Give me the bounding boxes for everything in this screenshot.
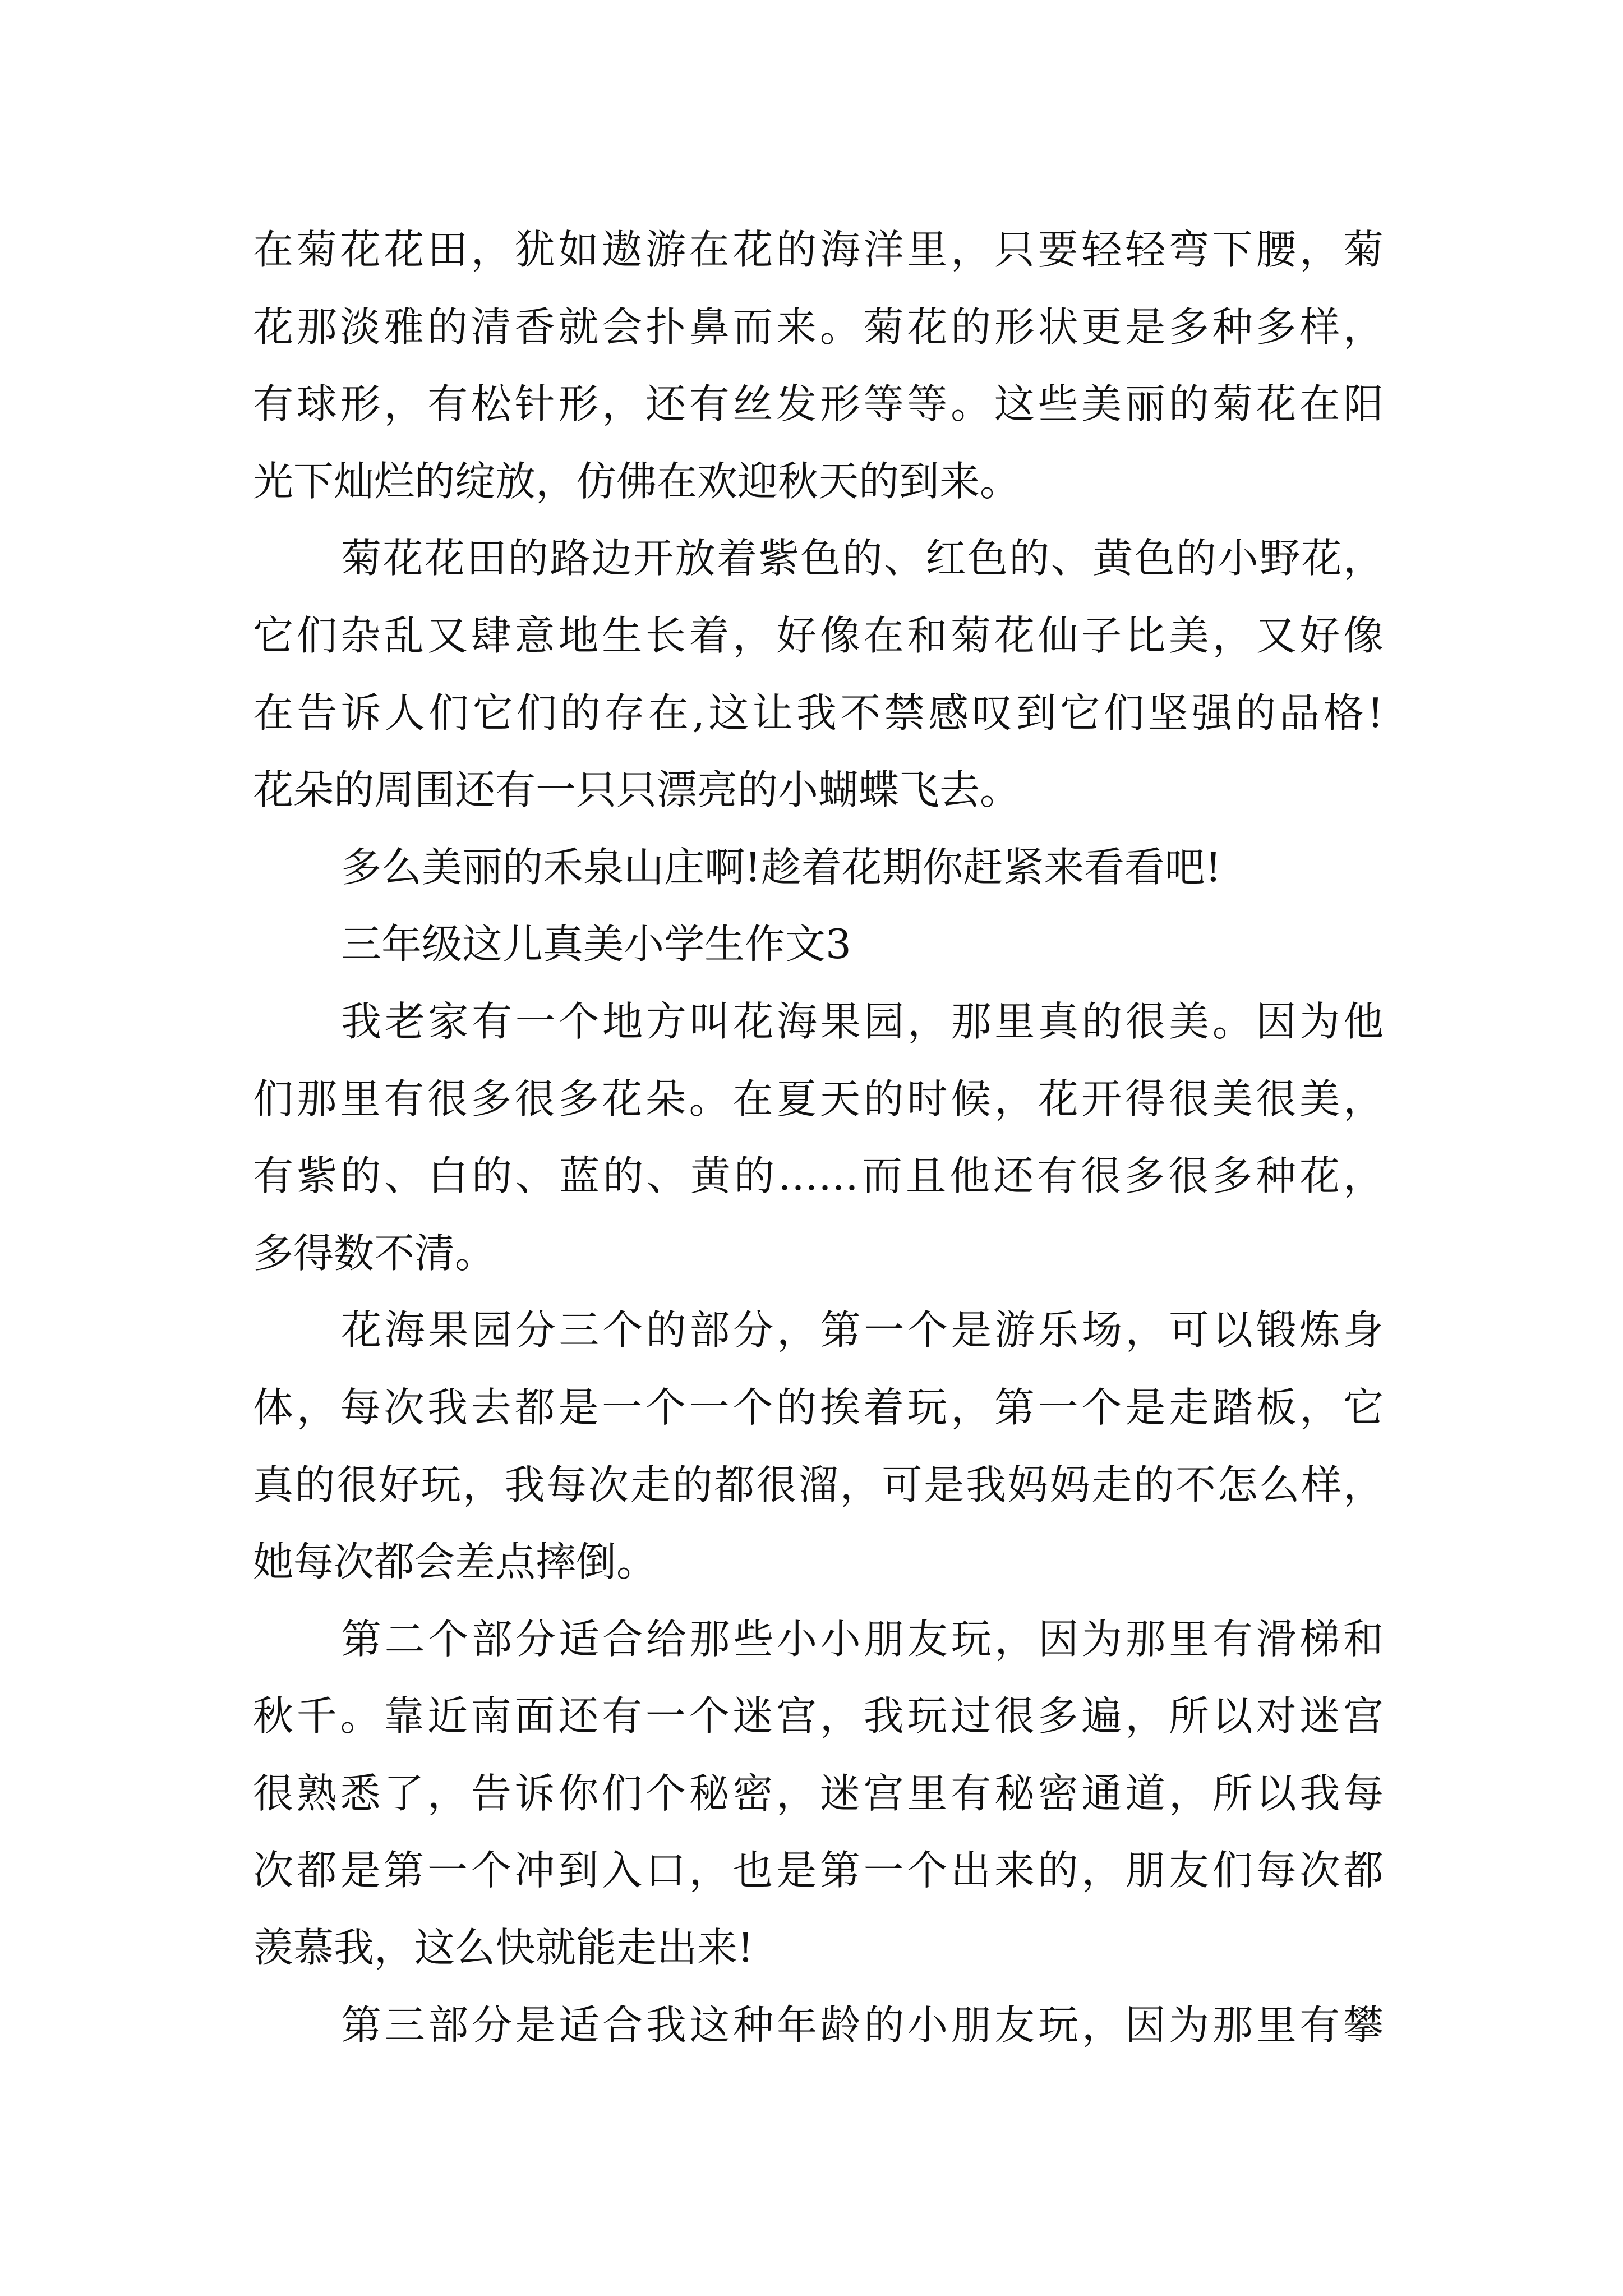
text-line: 花那淡雅的清香就会扑鼻而来。菊花的形状更是多种多样， — [253, 303, 1384, 351]
text-line: 第二个部分适合给那些小小朋友玩，因为那里有滑梯和 — [341, 1615, 1384, 1663]
text-line: 它们杂乱又肆意地生长着，好像在和菊花仙子比美，又好像 — [253, 611, 1384, 659]
text-line: 花海果园分三个的部分，第一个是游乐场，可以锻炼身 — [341, 1306, 1384, 1354]
text-line: 光下灿烂的绽放，仿佛在欢迎秋天的到来。 — [253, 457, 1021, 505]
body-text — [253, 211, 1384, 2064]
paragraph — [253, 1292, 1384, 1600]
paragraph — [253, 983, 1384, 1292]
text-line: 在告诉人们它们的存在,这让我不禁感叹到它们坚强的品格! — [253, 689, 1384, 737]
text-line: 秋千。靠近南面还有一个迷宫，我玩过很多遍，所以对迷宫 — [253, 1692, 1384, 1740]
paragraph — [253, 1987, 1384, 2064]
text-line: 她每次都会差点摔倒。 — [253, 1538, 657, 1586]
text-line: 们那里有很多很多花朵。在夏天的时候，花开得很美很美， — [253, 1075, 1384, 1122]
text-line: 多得数不清。 — [253, 1229, 496, 1277]
text-line: 花朵的周围还有一只只漂亮的小蝴蝶飞去。 — [253, 766, 1021, 814]
text-line: 有紫的、白的、蓝的、黄的……而且他还有很多很多种花， — [253, 1152, 1384, 1200]
text-line: 羡慕我，这么快就能走出来! — [253, 1924, 754, 1972]
text-line: 很熟悉了，告诉你们个秘密，迷宫里有秘密通道，所以我每 — [253, 1769, 1384, 1817]
paragraph — [253, 1601, 1384, 1987]
text-line: 有球形，有松针形，还有丝发形等等。这些美丽的菊花在阳 — [253, 380, 1384, 428]
text-line: 菊花花田的路边开放着紫色的、红色的、黄色的小野花， — [341, 535, 1384, 582]
paragraph — [253, 520, 1384, 829]
heading-line: 三年级这儿真美小学生作文3 — [341, 921, 851, 968]
text-line: 第三部分是适合我这种年龄的小朋友玩，因为那里有攀 — [341, 2001, 1384, 2049]
text-line: 真的很好玩，我每次走的都很溜，可是我妈妈走的不怎么样， — [253, 1461, 1384, 1508]
text-line: 体，每次我去都是一个一个的挨着玩，第一个是走踏板，它 — [253, 1383, 1384, 1431]
text-line: 我老家有一个地方叫花海果园，那里真的很美。因为他 — [341, 997, 1384, 1045]
text-line: 在菊花花田，犹如遨游在花的海洋里，只要轻轻弯下腰，菊 — [253, 226, 1384, 273]
text-line: 多么美丽的禾泉山庄啊!趁着花期你赶紧来看看吧! — [341, 843, 1221, 891]
essay-heading — [253, 906, 1384, 983]
paragraph — [253, 829, 1384, 907]
text-line: 次都是第一个冲到入口，也是第一个出来的，朋友们每次都 — [253, 1847, 1384, 1894]
paragraph — [253, 211, 1384, 520]
